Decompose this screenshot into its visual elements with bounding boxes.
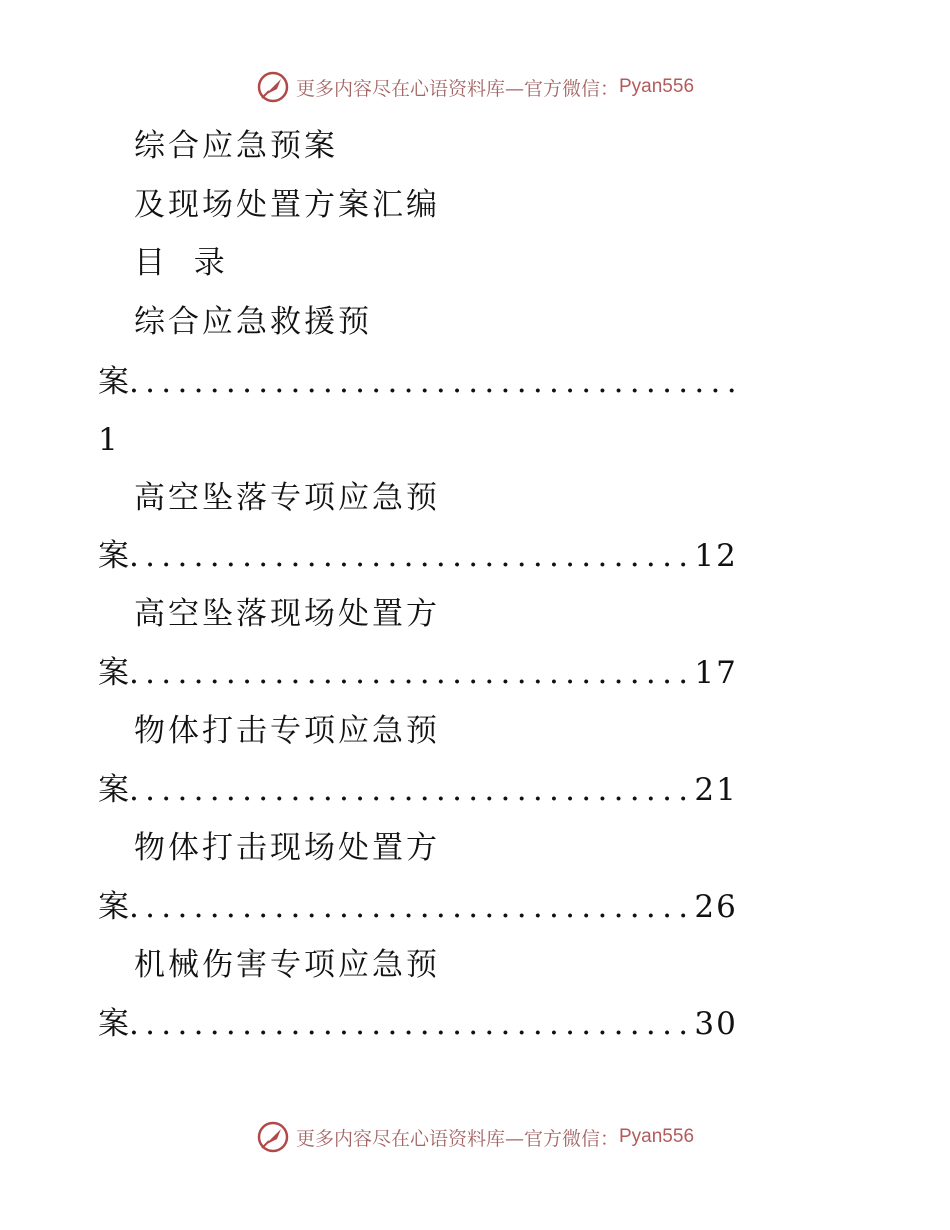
watermark-text: 更多内容尽在心语资料库—官方微信： <box>295 77 619 100</box>
toc-dot-leader: ................................... <box>129 1006 695 1042</box>
toc-entry-tail: 案 <box>98 889 129 925</box>
toc-entry-leader <box>98 536 738 576</box>
toc-entry-leader <box>98 362 743 402</box>
toc-dot-leader: ...................................... <box>129 364 743 400</box>
toc-entry-title: 综合应急救援预 <box>134 304 372 340</box>
toc-page-number: 21 <box>694 772 738 808</box>
doc-title-line-2: 及现场处置方案汇编 <box>134 187 440 223</box>
toc-entry-title: 物体打击专项应急预 <box>134 713 440 749</box>
toc-entry-leader <box>98 770 738 810</box>
toc-dot-leader: ................................... <box>129 655 695 691</box>
toc-page-number: 30 <box>694 1006 738 1042</box>
watermark-wechat-id: Pyan556 <box>619 76 695 97</box>
toc-entry-tail: 案 <box>98 1006 129 1042</box>
toc-entry-tail: 案 <box>98 772 129 808</box>
quill-logo-icon <box>256 70 290 104</box>
watermark-header <box>0 70 950 104</box>
toc-heading: 目 录 <box>134 245 228 281</box>
doc-title-line-1: 综合应急预案 <box>134 128 338 164</box>
toc-entry-leader <box>98 887 738 927</box>
toc-entry-tail: 案 <box>98 655 129 691</box>
toc-entry-tail: 案 <box>98 364 129 400</box>
toc-dot-leader: ................................... <box>129 538 695 574</box>
toc-entry-leader <box>98 1004 738 1044</box>
toc-entry-title: 高空坠落专项应急预 <box>134 480 440 516</box>
toc-page-number: 12 <box>694 538 738 574</box>
toc-entry-title: 高空坠落现场处置方 <box>134 596 440 632</box>
toc-dot-leader: ................................... <box>129 889 695 925</box>
toc-page-number: 17 <box>694 655 738 691</box>
toc-entry-title: 物体打击现场处置方 <box>134 830 440 866</box>
watermark-footer <box>0 1120 950 1154</box>
watermark-wechat-id: Pyan556 <box>619 1126 695 1147</box>
toc-dot-leader: ................................... <box>129 772 695 808</box>
watermark-text: 更多内容尽在心语资料库—官方微信： <box>295 1127 619 1150</box>
toc-page-number: 26 <box>694 889 738 925</box>
quill-logo-icon <box>256 1120 290 1154</box>
toc-page-number: 1 <box>98 422 121 458</box>
toc-entry-tail: 案 <box>98 538 129 574</box>
toc-entry-title: 机械伤害专项应急预 <box>134 947 440 983</box>
toc-entry-leader <box>98 653 738 693</box>
